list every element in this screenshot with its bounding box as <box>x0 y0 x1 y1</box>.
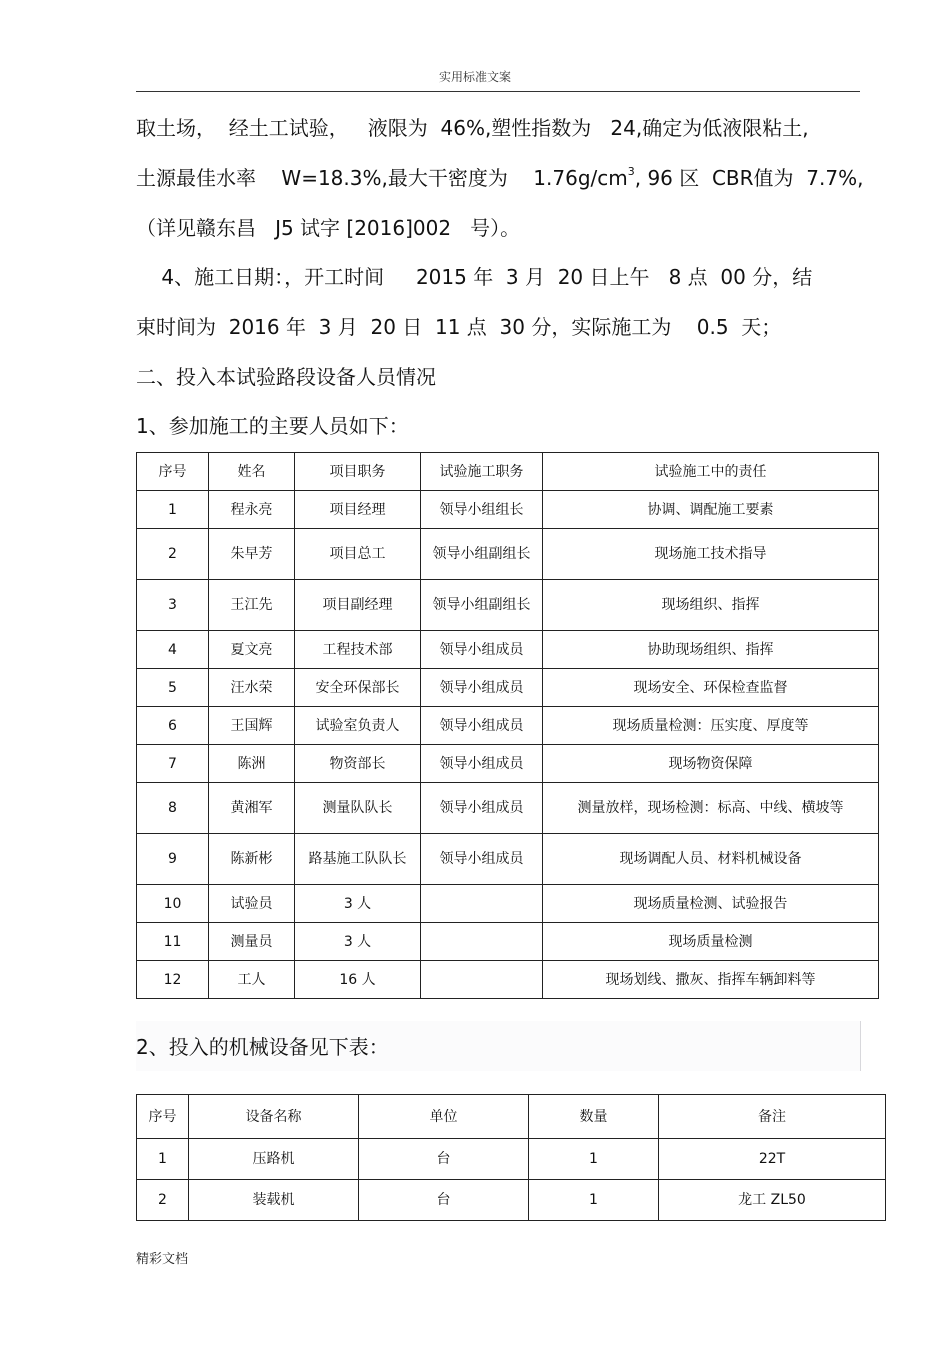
table-cell: 1 <box>137 1139 189 1180</box>
table-cell: 现场质量检测 <box>543 923 879 961</box>
table-cell: 领导小组成员 <box>421 707 543 745</box>
table-cell: 工程技术部 <box>295 631 421 669</box>
table-cell: 现场物资保障 <box>543 745 879 783</box>
table-cell <box>421 885 543 923</box>
header-divider <box>136 91 860 92</box>
table-cell: 路基施工队队长 <box>295 834 421 885</box>
table-header-cell: 项目职务 <box>295 453 421 491</box>
table-header-cell: 数量 <box>529 1095 659 1139</box>
table-cell: 物资部长 <box>295 745 421 783</box>
table-cell: 项目副经理 <box>295 580 421 631</box>
table-cell: 6 <box>137 707 209 745</box>
table-cell <box>421 961 543 999</box>
table-row <box>137 1139 886 1180</box>
table-row <box>137 834 879 885</box>
personnel-table <box>136 452 879 999</box>
table-cell: 领导小组组长 <box>421 491 543 529</box>
paragraph-soil-params-b: , 96 区 CBR值为 7.7%, <box>634 166 864 190</box>
table-cell: 现场质量检测：压实度、厚度等 <box>543 707 879 745</box>
table-cell: 夏文亮 <box>209 631 295 669</box>
table-cell: 22T <box>659 1139 886 1180</box>
table-cell: 现场划线、撒灰、指挥车辆卸料等 <box>543 961 879 999</box>
table-cell: 龙工 ZL50 <box>659 1180 886 1221</box>
table-cell: 现场施工技术指导 <box>543 529 879 580</box>
table-cell: 5 <box>137 669 209 707</box>
table-header-cell: 姓名 <box>209 453 295 491</box>
table-cell: 领导小组成员 <box>421 631 543 669</box>
paragraph-reference: （详见赣东昌 J5 试字 [2016]002 号）。 <box>136 216 521 240</box>
table-header-row <box>137 453 879 491</box>
table-cell: 11 <box>137 923 209 961</box>
paragraph-soil-test: 取土场， 经土工试验， 液限为 46%,塑性指数为 24,确定为低液限粘土, <box>136 116 809 140</box>
table-cell: 汪水荣 <box>209 669 295 707</box>
table-cell: 现场调配人员、材料机械设备 <box>543 834 879 885</box>
superscript: 3 <box>627 165 635 178</box>
table-cell: 现场质量检测、试验报告 <box>543 885 879 923</box>
table-cell: 1 <box>529 1139 659 1180</box>
table-header-row <box>137 1095 886 1139</box>
table-cell: 10 <box>137 885 209 923</box>
table-row <box>137 491 879 529</box>
subsection-heading-personnel: 1、参加施工的主要人员如下： <box>136 414 409 438</box>
table-cell: 工人 <box>209 961 295 999</box>
table-cell: 测量员 <box>209 923 295 961</box>
table-header-cell: 试验施工中的责任 <box>543 453 879 491</box>
table-cell: 8 <box>137 783 209 834</box>
paragraph-construction-date: 4、施工日期：，开工时间 2015 年 3 月 20 日上午 8 点 00 分，结 <box>136 265 813 289</box>
table-cell: 领导小组成员 <box>421 834 543 885</box>
table-cell <box>421 923 543 961</box>
table-cell: 2 <box>137 529 209 580</box>
table-header-cell: 试验施工职务 <box>421 453 543 491</box>
table-row <box>137 1180 886 1221</box>
page-header: 实用标准文案 <box>438 70 511 84</box>
table-row <box>137 631 879 669</box>
table-cell: 项目总工 <box>295 529 421 580</box>
table-cell: 陈新彬 <box>209 834 295 885</box>
table-cell: 4 <box>137 631 209 669</box>
table-cell: 领导小组成员 <box>421 783 543 834</box>
table-row <box>137 885 879 923</box>
table-cell: 测量队队长 <box>295 783 421 834</box>
table-cell: 朱早芳 <box>209 529 295 580</box>
table-row <box>137 529 879 580</box>
table-cell: 领导小组成员 <box>421 669 543 707</box>
table-cell: 王国辉 <box>209 707 295 745</box>
table-header-cell: 单位 <box>359 1095 529 1139</box>
table-row <box>137 961 879 999</box>
subsection-heading-equipment: 2、投入的机械设备见下表： <box>136 1035 389 1059</box>
table-cell: 领导小组副组长 <box>421 580 543 631</box>
equipment-table <box>136 1094 886 1221</box>
table-header-cell: 备注 <box>659 1095 886 1139</box>
table-cell: 3 人 <box>295 923 421 961</box>
paragraph-soil-params-a: 土源最佳水率 W=18.3%,最大干密度为 1.76g/cm <box>136 166 628 190</box>
section-heading: 二、投入本试验路段设备人员情况 <box>136 365 436 389</box>
page-footer: 精彩文档 <box>136 1252 189 1267</box>
table-cell: 台 <box>359 1139 529 1180</box>
table-cell: 3 人 <box>295 885 421 923</box>
table-cell: 安全环保部长 <box>295 669 421 707</box>
table-cell: 陈洲 <box>209 745 295 783</box>
table-cell: 王江先 <box>209 580 295 631</box>
table-cell: 3 <box>137 580 209 631</box>
table-header-cell: 设备名称 <box>189 1095 359 1139</box>
paragraph-soil-params <box>136 166 863 194</box>
table-cell: 装载机 <box>189 1180 359 1221</box>
table-row <box>137 669 879 707</box>
table-row <box>137 923 879 961</box>
table-cell: 1 <box>137 491 209 529</box>
table-cell: 现场安全、环保检查监督 <box>543 669 879 707</box>
table-row <box>137 707 879 745</box>
table-cell: 台 <box>359 1180 529 1221</box>
table-cell: 协助现场组织、指挥 <box>543 631 879 669</box>
table-cell: 2 <box>137 1180 189 1221</box>
table-cell: 现场组织、指挥 <box>543 580 879 631</box>
table-cell: 9 <box>137 834 209 885</box>
table-cell: 领导小组成员 <box>421 745 543 783</box>
table-header-cell: 序号 <box>137 1095 189 1139</box>
table-cell: 压路机 <box>189 1139 359 1180</box>
table-header-cell: 序号 <box>137 453 209 491</box>
table-cell: 领导小组副组长 <box>421 529 543 580</box>
paragraph-end-date: 束时间为 2016 年 3 月 20 日 11 点 30 分，实际施工为 0.5 天； <box>136 315 782 339</box>
table-cell: 项目经理 <box>295 491 421 529</box>
table-cell: 协调、调配施工要素 <box>543 491 879 529</box>
table-cell: 1 <box>529 1180 659 1221</box>
table-cell: 试验员 <box>209 885 295 923</box>
table-row <box>137 783 879 834</box>
table-cell: 测量放样，现场检测：标高、中线、横坡等 <box>543 783 879 834</box>
table-cell: 程永亮 <box>209 491 295 529</box>
table-cell: 16 人 <box>295 961 421 999</box>
table-row <box>137 745 879 783</box>
table-cell: 黄湘军 <box>209 783 295 834</box>
table-cell: 7 <box>137 745 209 783</box>
table-cell: 试验室负责人 <box>295 707 421 745</box>
table-cell: 12 <box>137 961 209 999</box>
table-row <box>137 580 879 631</box>
